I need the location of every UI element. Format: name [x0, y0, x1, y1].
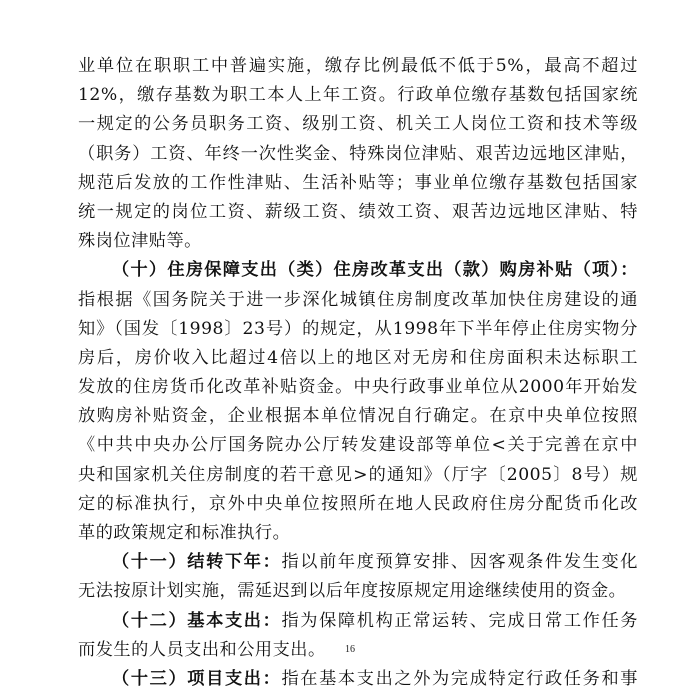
text-line: 发放的住房货币化改革补贴资金。中央行政事业单位从2000年开始发 [78, 377, 638, 398]
text-line: 无法按原计划实施，需延迟到以后年度按原规定用途继续使用的资金。 [78, 581, 627, 602]
text-line: 一规定的公务员职务工资、级别工资、机关工人岗位工资和技术等级 [78, 114, 638, 135]
text-line: 业单位在职职工中普遍实施，缴存比例最低不低于5%，最高不超过 [78, 56, 638, 76]
text-line: 革的政策规定和标准执行。 [78, 523, 291, 543]
text-line: 房后，房价收入比超过4倍以上的地区对无房和住房面积未达标职工 [78, 347, 638, 368]
text-line: 12%，缴存基数为职工本人上年工资。行政单位缴存基数包括国家统 [78, 85, 638, 106]
text-line: 而发生的人员支出和公用支出。 [78, 639, 326, 660]
section-paragraph-12 [78, 607, 638, 636]
section-heading-13: （十三）项目支出： [112, 668, 282, 689]
section-text-13: 指在基本支出之外为完成特定行政任务和事 [281, 668, 638, 689]
section-paragraph-11 [78, 548, 638, 577]
text-line: 定的标准执行，京外中央单位按照所在地人民政府住房分配货币化改 [78, 493, 638, 514]
text-line: 《中共中央办公厅国务院办公厅转发建设部等单位<关于完善在京中 [78, 435, 638, 456]
section-text-11: 指以前年度预算安排、因客观条件发生变化 [281, 552, 638, 573]
text-line: 知》（国发〔1998〕23号）的规定，从1998年下半年停止住房实物分 [78, 318, 638, 339]
section-heading-11: （十一）结转下年： [112, 552, 282, 573]
text-line: 指根据《国务院关于进一步深化城镇住房制度改革加快住房建设的通 [78, 289, 638, 310]
section-paragraph-13 [78, 665, 638, 694]
section-text-12: 指为保障机构正常运转、完成日常工作任务 [281, 610, 638, 631]
text-line: 规范后发放的工作性津贴、生活补贴等；事业单位缴存基数包括国家 [78, 172, 638, 193]
text-line: 殊岗位津贴等。 [78, 231, 202, 252]
text-line: 统一规定的岗位工资、薪级工资、绩效工资、艰苦边远地区津贴、特 [78, 201, 638, 222]
page-number: 16 [345, 644, 355, 655]
section-heading-10: （十）住房保障支出（类）住房改革支出（款）购房补贴（项）： [112, 260, 638, 281]
text-line: 放购房补贴资金，企业根据本单位情况自行确定。在京中央单位按照 [78, 406, 638, 427]
text-line: 央和国家机关住房制度的若干意见>的通知》（厅字〔2005〕8号）规 [78, 464, 638, 485]
text-line: （职务）工资、年终一次性奖金、特殊岗位津贴、艰苦边远地区津贴， [78, 143, 638, 164]
section-heading-12: （十二）基本支出： [112, 610, 282, 631]
body-text [78, 52, 638, 694]
